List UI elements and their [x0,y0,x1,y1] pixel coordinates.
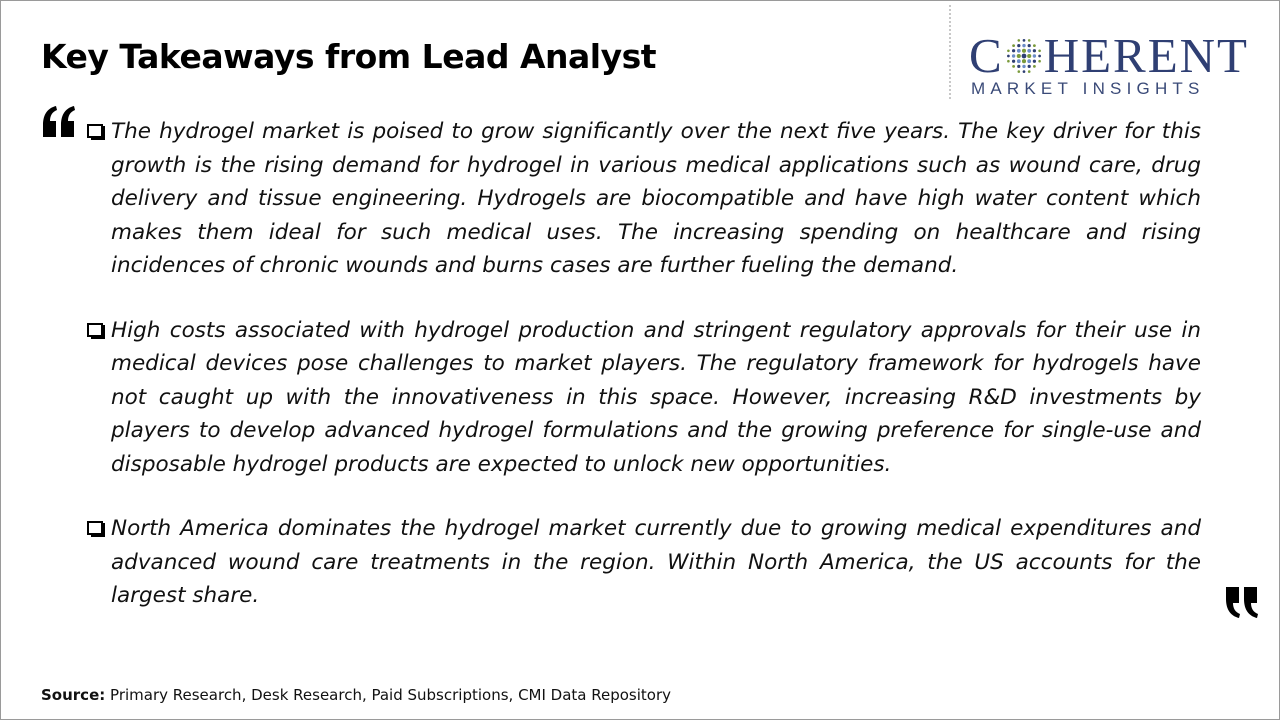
logo-dot [1021,54,1026,59]
logo-dot [1022,44,1025,47]
logo-dot [1027,49,1031,53]
logo-dot [1038,55,1041,58]
logo-dot [1012,49,1015,52]
logo-dot [1022,70,1025,73]
logo-dot [1017,44,1020,47]
company-logo [969,28,1265,101]
logo-dot [1007,55,1010,58]
checkbox-bullet-icon [87,323,103,337]
source-text: Primary Research, Desk Research, Paid Subscriptions, CMI Data Repository [110,686,672,704]
logo-dot [1022,49,1026,53]
logo-dot [1027,44,1030,47]
logo-dot [1038,50,1041,53]
checkbox-bullet-icon [87,521,103,535]
logo-dot [1017,70,1020,73]
list-item [87,314,1201,482]
logo-dot [1012,54,1015,57]
close-quote-icon [1223,585,1259,619]
takeaway-text: High costs associated with hydrogel production and stringent regulatory approvals for their use in medical devices pose challenges to market players. The regulatory framework for hydrogels have not caught up with the innovativeness in this space. However, increasing R&D investments by players to develop advanced hydrogel formulations and the growing preference for single-use and disposable hydrogel products are expected to unlock new opportunities. [111,317,1201,477]
takeaway-text: North America dominates the hydrogel market currently due to growing medical expenditures and advanced wound care treatments in the region. Within North America, the US accounts for the largest share. [111,516,1201,608]
logo-dot [1022,39,1025,42]
logo-dot [1032,54,1035,57]
source-label: Source: [41,686,106,704]
logo-dot [1016,54,1020,58]
logo-subtitle: MARKET INSIGHTS [971,79,1205,98]
logo-dot [1028,39,1031,42]
logo-dot [1007,60,1010,63]
logo-word-end: HERENT [1043,28,1249,83]
logo-dot [1017,49,1021,53]
logo-dot [1022,59,1026,63]
logo-dot [1017,65,1020,68]
list-item [87,115,1201,283]
logo-dot [1032,60,1035,63]
logo-dot [1017,39,1020,42]
logo-dot [1033,44,1036,47]
logo-dot [1012,65,1015,68]
logo-wordmark [969,28,1249,83]
logo-dot-globe-icon [1005,37,1043,75]
list-item [87,512,1201,613]
logo-dot [1012,60,1015,63]
takeaways-list [87,115,1201,644]
page-title: Key Takeaways from Lead Analyst [41,37,656,76]
open-quote-icon [41,105,77,139]
header-divider [949,5,951,99]
logo-dot [1027,54,1031,58]
takeaway-text: The hydrogel market is poised to grow significantly over the next five years. The key driver for this growth is the rising demand for hydrogel in various medical applications such as wound care, drug delivery and tissue engineering. Hydrogels are biocompatible and have high water content which makes them ideal for such medical uses. The increasing spending on healthcare and rising incidences of chronic wounds and burns cases are further fueling the demand. [111,119,1201,278]
logo-dot [1007,50,1010,53]
logo-dot [1032,49,1035,52]
source-note [41,686,671,704]
logo-dot [1017,59,1021,63]
logo-dot [1028,70,1031,73]
logo-dot [1022,65,1025,68]
logo-dot [1012,44,1015,47]
logo-dot [1027,65,1030,68]
logo-dot [1038,60,1041,63]
logo-dot [1033,65,1036,68]
checkbox-bullet-icon [87,124,103,138]
logo-dot [1027,59,1031,63]
logo-word-start: C [969,28,1004,83]
